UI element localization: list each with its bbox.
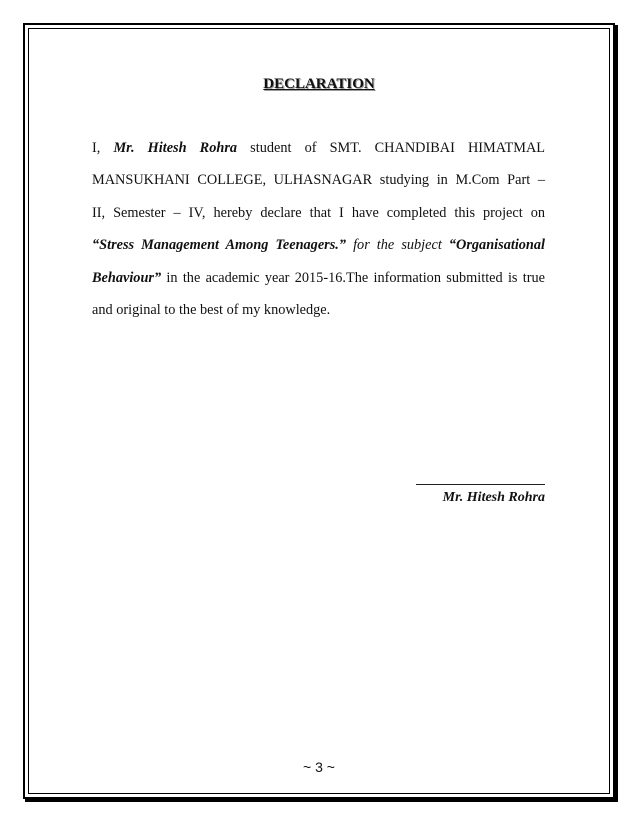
page-number: ~ 3 ~ [303,759,335,775]
subject-name-start: “Organisational [448,237,546,254]
declaration-line-5-rest: in the academic year 2015-16.The information submitted is true [166,269,546,286]
declaration-line-2: MANSUKHANI COLLEGE, ULHASNAGAR studying in M.Com Part – [92,172,545,189]
declaration-body [92,132,545,326]
declaration-line-3: II, Semester – IV, hereby declare that I have completed this project on [92,204,545,221]
for-subject-text: for the subject [353,237,442,254]
subject-name-end: Behaviour” [92,269,162,286]
declaration-line-1-rest: student of SMT. CHANDIBAI HIMATMAL [250,140,546,156]
declaration-line-5 [92,262,545,294]
student-name: Mr. Hitesh Rohra [113,140,238,156]
page-border-shadow-right [615,25,618,801]
declaration-line-6: and original to the best of my knowledge. [92,301,331,318]
declaration-prefix: I, [92,140,101,156]
page-border-shadow-bottom [25,799,618,802]
project-title: “Stress Management Among Teenagers.” [92,237,347,254]
signature-name: Mr. Hitesh Rohra [442,490,545,505]
declaration-title: DECLARATION [263,76,375,92]
declaration-line-1 [92,132,545,164]
signature-line [416,484,545,485]
declaration-line-4 [92,229,545,261]
